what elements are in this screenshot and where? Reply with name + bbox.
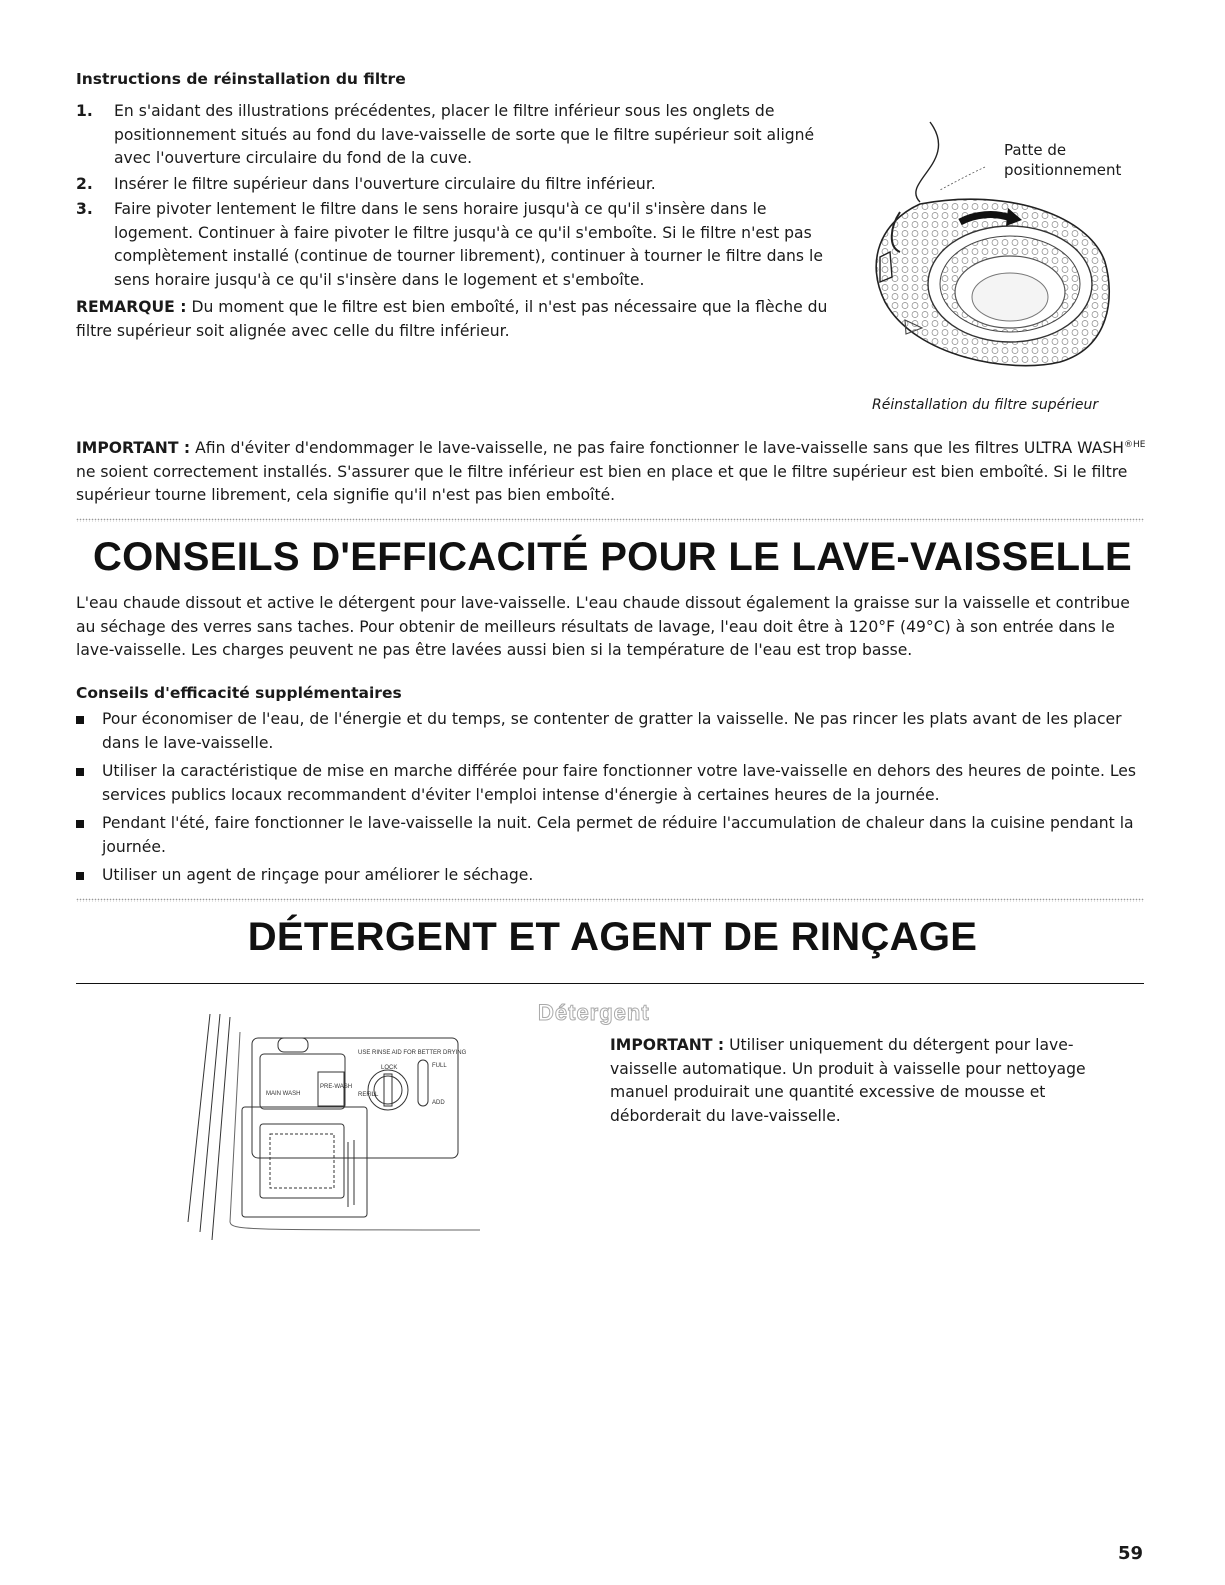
detergent-important-label: IMPORTANT :: [610, 1036, 725, 1054]
filter-steps-list: [76, 100, 846, 343]
step-text: En s'aidant des illustrations précédentes, placer le filtre inférieur sous les onglets de positionnement situés au fond du lave-vaisselle de sorte que le filtre supérieur soit aligné avec l'ouverture circulaire du fond de la cuve.: [114, 102, 815, 167]
important-text-b: ne soient correctement installés. S'assurer que le filtre inférieur est bien en place et que le filtre supérieur est bien emboîté. Si le filtre supérieur tourne librement, cela signifie qu'il n'est pas bien emboîté.: [76, 462, 1128, 505]
efficiency-title: CONSEILS D'EFFICACITÉ POUR LE LAVE-VAISSELLE: [92, 535, 1133, 579]
dispenser-illustration: [180, 1012, 500, 1244]
detergent-important-text: Utiliser uniquement du détergent pour lave-vaisselle automatique. Un produit à vaisselle pour nettoyage manuel produirait une quantité excessive de mousse et déborderait du lave-vaisselle.: [610, 1036, 1086, 1125]
add-label: ADD: [432, 1100, 445, 1106]
refill-label: REFILL: [358, 1092, 379, 1098]
dotted-divider: [76, 898, 1144, 902]
note-text: Du moment que le filtre est bien emboîté, il n'est pas nécessaire que la flèche du filtre supérieur soit alignée avec celle du filtre inférieur.: [76, 298, 828, 340]
note-label: REMARQUE :: [76, 298, 187, 316]
step-item: [76, 198, 846, 292]
step-text: Insérer le filtre supérieur dans l'ouverture circulaire du filtre inférieur.: [114, 174, 656, 193]
figure-label-line1: Patte de: [1004, 141, 1067, 159]
step-number: 1.: [76, 102, 93, 120]
filter-instructions-heading: Instructions de réinstallation du filtre: [76, 70, 406, 88]
bullet-text: Pendant l'été, faire fonctionner le lave-vaisselle la nuit. Cela permet de réduire l'accumulation de chaleur dans la cuisine pendant la journée.: [102, 814, 1134, 856]
section-rule: [76, 983, 1144, 984]
list-item: [76, 760, 1146, 807]
important-label: IMPORTANT :: [76, 439, 191, 458]
detergent-important: [610, 1034, 1125, 1128]
bullet-icon: [76, 872, 84, 880]
figure-label-line2: positionnement: [1004, 161, 1122, 179]
step-number: 3.: [76, 200, 93, 218]
bullet-text: Pour économiser de l'eau, de l'énergie et du temps, se contenter de gratter la vaisselle. Ne pas rincer les plats avant de les placer dans le lave-vaisselle.: [102, 710, 1122, 752]
detergent-title: DÉTERGENT ET AGENT DE RINÇAGE: [247, 915, 978, 959]
bullet-icon: [76, 768, 84, 776]
figure-label: [1004, 140, 1121, 180]
bullet-icon: [76, 820, 84, 828]
page-number: 59: [1118, 1543, 1144, 1564]
list-item: [76, 812, 1146, 859]
important-superscript: ®HE: [1124, 440, 1146, 450]
step-text: Faire pivoter lentement le filtre dans le sens horaire jusqu'à ce qu'il s'insère dans le logement. Continuer à faire pivoter le filtre jusqu'à ce qu'il s'emboîte. Si le filtre n'est pas complètement installé (continue de tourner librement), continuer à tourner le filtre dans le sens horaire jusqu'à ce qu'il s'insère dans le logement et s'emboîte.: [114, 200, 823, 289]
step-item: [76, 173, 846, 197]
step-number: 2.: [76, 174, 93, 193]
note-paragraph: [76, 296, 846, 343]
important-text-a: Afin d'éviter d'endommager le lave-vaisselle, ne pas faire fonctionner le lave-vaisselle sans que les filtres ULTRA WASH: [190, 439, 1125, 458]
full-label: FULL: [432, 1063, 447, 1069]
bullet-text: Utiliser la caractéristique de mise en marche différée pour faire fonctionner votre lave-vaisselle en dehors des heures de pointe. Les services publics locaux recommandent d'éviter l'emploi intense d'énergie à certaines heures de la journée.: [102, 762, 1137, 804]
efficiency-subheading: Conseils d'efficacité supplémentaires: [76, 684, 402, 702]
detergent-subtitle: Détergent: [538, 1000, 650, 1025]
list-item: [76, 864, 1146, 888]
list-item: [76, 708, 1146, 755]
important-paragraph: [76, 434, 1146, 508]
step-item: [76, 100, 846, 171]
dotted-divider: [76, 518, 1144, 522]
rinse-label: USE RINSE AID FOR BETTER DRYING: [358, 1050, 467, 1056]
efficiency-intro: L'eau chaude dissout et active le détergent pour lave-vaisselle. L'eau chaude dissout également la graisse sur la vaisselle et contribue au séchage des verres sans taches. Pour obtenir de meilleurs résultats de lavage, l'eau doit être à 120°F (49°C) à son entrée dans le lave-vaisselle. Les charges peuvent ne pas être lavées aussi bien si la température de l'eau est trop basse.: [76, 594, 1130, 659]
bullet-icon: [76, 716, 84, 724]
pre-wash-label: PRE-WASH: [320, 1084, 353, 1090]
lock-label: LOCK: [381, 1065, 398, 1071]
main-wash-label: MAIN WASH: [266, 1091, 301, 1097]
bullet-text: Utiliser un agent de rinçage pour améliorer le séchage.: [102, 866, 534, 884]
figure-caption: Réinstallation du filtre supérieur: [872, 397, 1099, 413]
